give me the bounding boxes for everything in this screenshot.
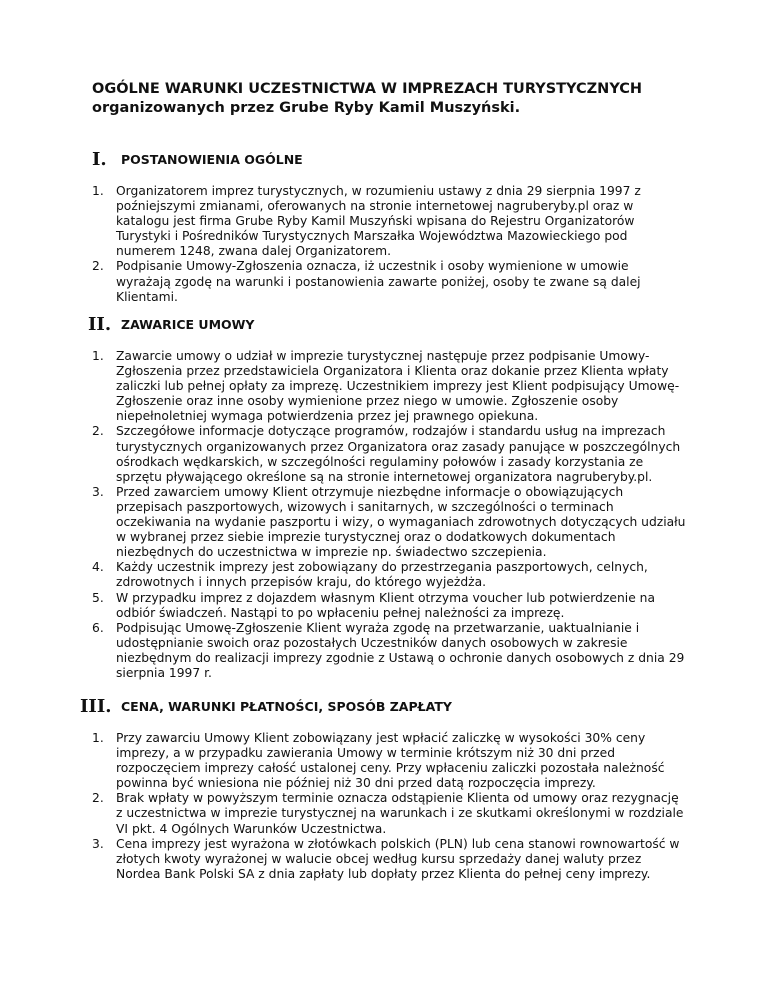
item-number: 5.	[92, 590, 104, 605]
item-text: Brak wpłaty w powyższym terminie oznacza odstąpienie Klienta od umowy oraz rezygnację z uczestnictwa w imprezie turystycznej na warunkach i ze skutkami określonymi w rozdziale VI pkt. 4 Ogólnych Warunków Uczestnictwa.	[116, 791, 684, 836]
list-item	[0, 621, 686, 681]
item-text: Przed zawarciem umowy Klient otrzymuje niezbędne informacje o obowiązujących przepisach paszportowych, wizowych i sanitarnych, w szczególności o terminach oczekiwania na wydanie paszportu i wizy, o wymaganiach zdrowotnych dotyczących udziału w wybranej przez siebie imprezie turystycznej oraz o dodatkowych dokumentach niezbędnych do uczestnictwa w imprezie np. świadectwo szczepienia.	[116, 484, 686, 560]
section-1-list	[0, 184, 686, 305]
section-title: ZAWARICE UMOWY	[121, 317, 255, 332]
item-number: 1.	[92, 349, 104, 363]
item-text: Zawarcie umowy o udział w imprezie turystycznej następuje przez podpisanie Umowy-Zgłoszenia przez przedstawiciela Organizatora i Klienta oraz dokanie przez Klienta wpłaty zaliczki lub pełnej opłaty za imprezę. Uczestnikiem imprezy jest Klient podpisujący Umowę-Zgłoszenie oraz inne osoby wymienione przez niego w umowie. Zgłoszenie osoby niepełnoletniej wymaga potwierdzenia przez jej prawnego opiekuna.	[116, 349, 680, 424]
item-number: 1.	[92, 731, 104, 745]
section-title: CENA, WARUNKI PŁATNOŚCI, SPOSÓB ZAPŁATY	[121, 699, 452, 714]
section-numeral: III.	[80, 696, 112, 717]
list-item	[0, 591, 686, 621]
document-title: OGÓLNE WARUNKI UCZESTNICTWA W IMPREZACH TURYSTYCZNYCH organizowanych przez Grube Ryby Kamil Muszyński.	[92, 81, 643, 116]
list-item	[0, 837, 686, 882]
list-item	[0, 259, 686, 304]
item-text: W przypadku imprez z dojazdem własnym Klient otrzyma voucher lub potwierdzenie na odbiór świadczeń. Nastąpi to po wpłaceniu pełnej należności za imprezę.	[116, 590, 655, 620]
list-item	[0, 791, 686, 836]
item-number: 4.	[92, 560, 104, 575]
section-2-list	[0, 349, 686, 681]
item-text: Podpisanie Umowy-Zgłoszenia oznacza, iż uczestnik i osoby wymienione w umowie wyrażają zgodę na warunki i postanowienia zawarte poniżej, osoby te zwane są dalej Klientami.	[116, 259, 641, 304]
item-text: Cena imprezy jest wyrażona w złotówkach polskich (PLN) lub cena stanowi rownowartość w złotych kwoty wyrażonej w walucie obcej według kursu sprzedaży danej waluty przez Nordea Bank Polski SA z dnia zapłaty lub dopłaty przez Klienta do pełnej ceny imprezy.	[116, 836, 680, 881]
item-number: 3.	[92, 836, 104, 851]
item-text: Szczegółowe informacje dotyczące programów, rodzajów i standardu usług na imprezach turystycznych organizowanych przez Organizatora oraz zasady panujące w poszczególnych ośrodkach wędkarskich, w szczególności regulaminy połowów i zasady korzystania ze sprzętu pływającego określone są na stronie internetowej organizatora nagruberyby.pl.	[116, 424, 681, 484]
section-3-list	[0, 731, 686, 882]
item-number: 2.	[92, 259, 104, 274]
list-item	[0, 184, 686, 259]
section-title: POSTANOWIENIA OGÓLNE	[121, 152, 303, 167]
item-text: Przy zawarciu Umowy Klient zobowiązany jest wpłacić zaliczkę w wysokości 30% ceny imprezy, a w przypadku zawierania Umowy w terminie krótszym niż 30 dni przed rozpoczęciem imprezy całość ustalonej ceny. Przy wpłaceniu zaliczki pozostała należność powinna być wniesiona nie później niż 30 dni przed datą rozpoczęcia imprezy.	[116, 731, 665, 791]
item-number: 6.	[92, 620, 104, 635]
item-number: 2.	[92, 791, 104, 806]
list-item	[0, 560, 686, 590]
list-item	[0, 349, 686, 424]
section-numeral: I.	[92, 149, 107, 170]
list-item	[0, 731, 686, 791]
item-number: 3.	[92, 484, 104, 499]
section-numeral: II.	[88, 314, 112, 335]
item-number: 2.	[92, 424, 104, 439]
item-text: Podpisując Umowę-Zgłoszenie Klient wyraża zgodę na przetwarzanie, uaktualnianie i udostępnianie swoich oraz pozostałych Uczestników danych osobowych w zakresie niezbędnym do realizacji imprezy zgodnie z Ustawą o ochronie danych osobowych z dnia 29 sierpnia 1997 r.	[116, 620, 685, 680]
list-item	[0, 424, 686, 484]
item-number: 1.	[92, 184, 104, 198]
item-text: Organizatorem imprez turystycznych, w rozumieniu ustawy z dnia 29 sierpnia 1997 z poźniejszymi zmianami, oferowanych na stronie internetowej nagruberyby.pl oraz w katalogu jest firma Grube Ryby Kamil Muszyński wpisana do Rejestru Organizatorów Turystyki i Pośredników Turystycznych Marszałka Województwa Mazowieckiego pod numerem 1248, zwana dalej Organizatorem.	[116, 184, 641, 259]
item-text: Każdy uczestnik imprezy jest zobowiązany do przestrzegania paszportowych, celnych, zdrowotnych i innych przepisów kraju, do którego wyjeżdża.	[116, 560, 648, 590]
list-item	[0, 485, 686, 560]
